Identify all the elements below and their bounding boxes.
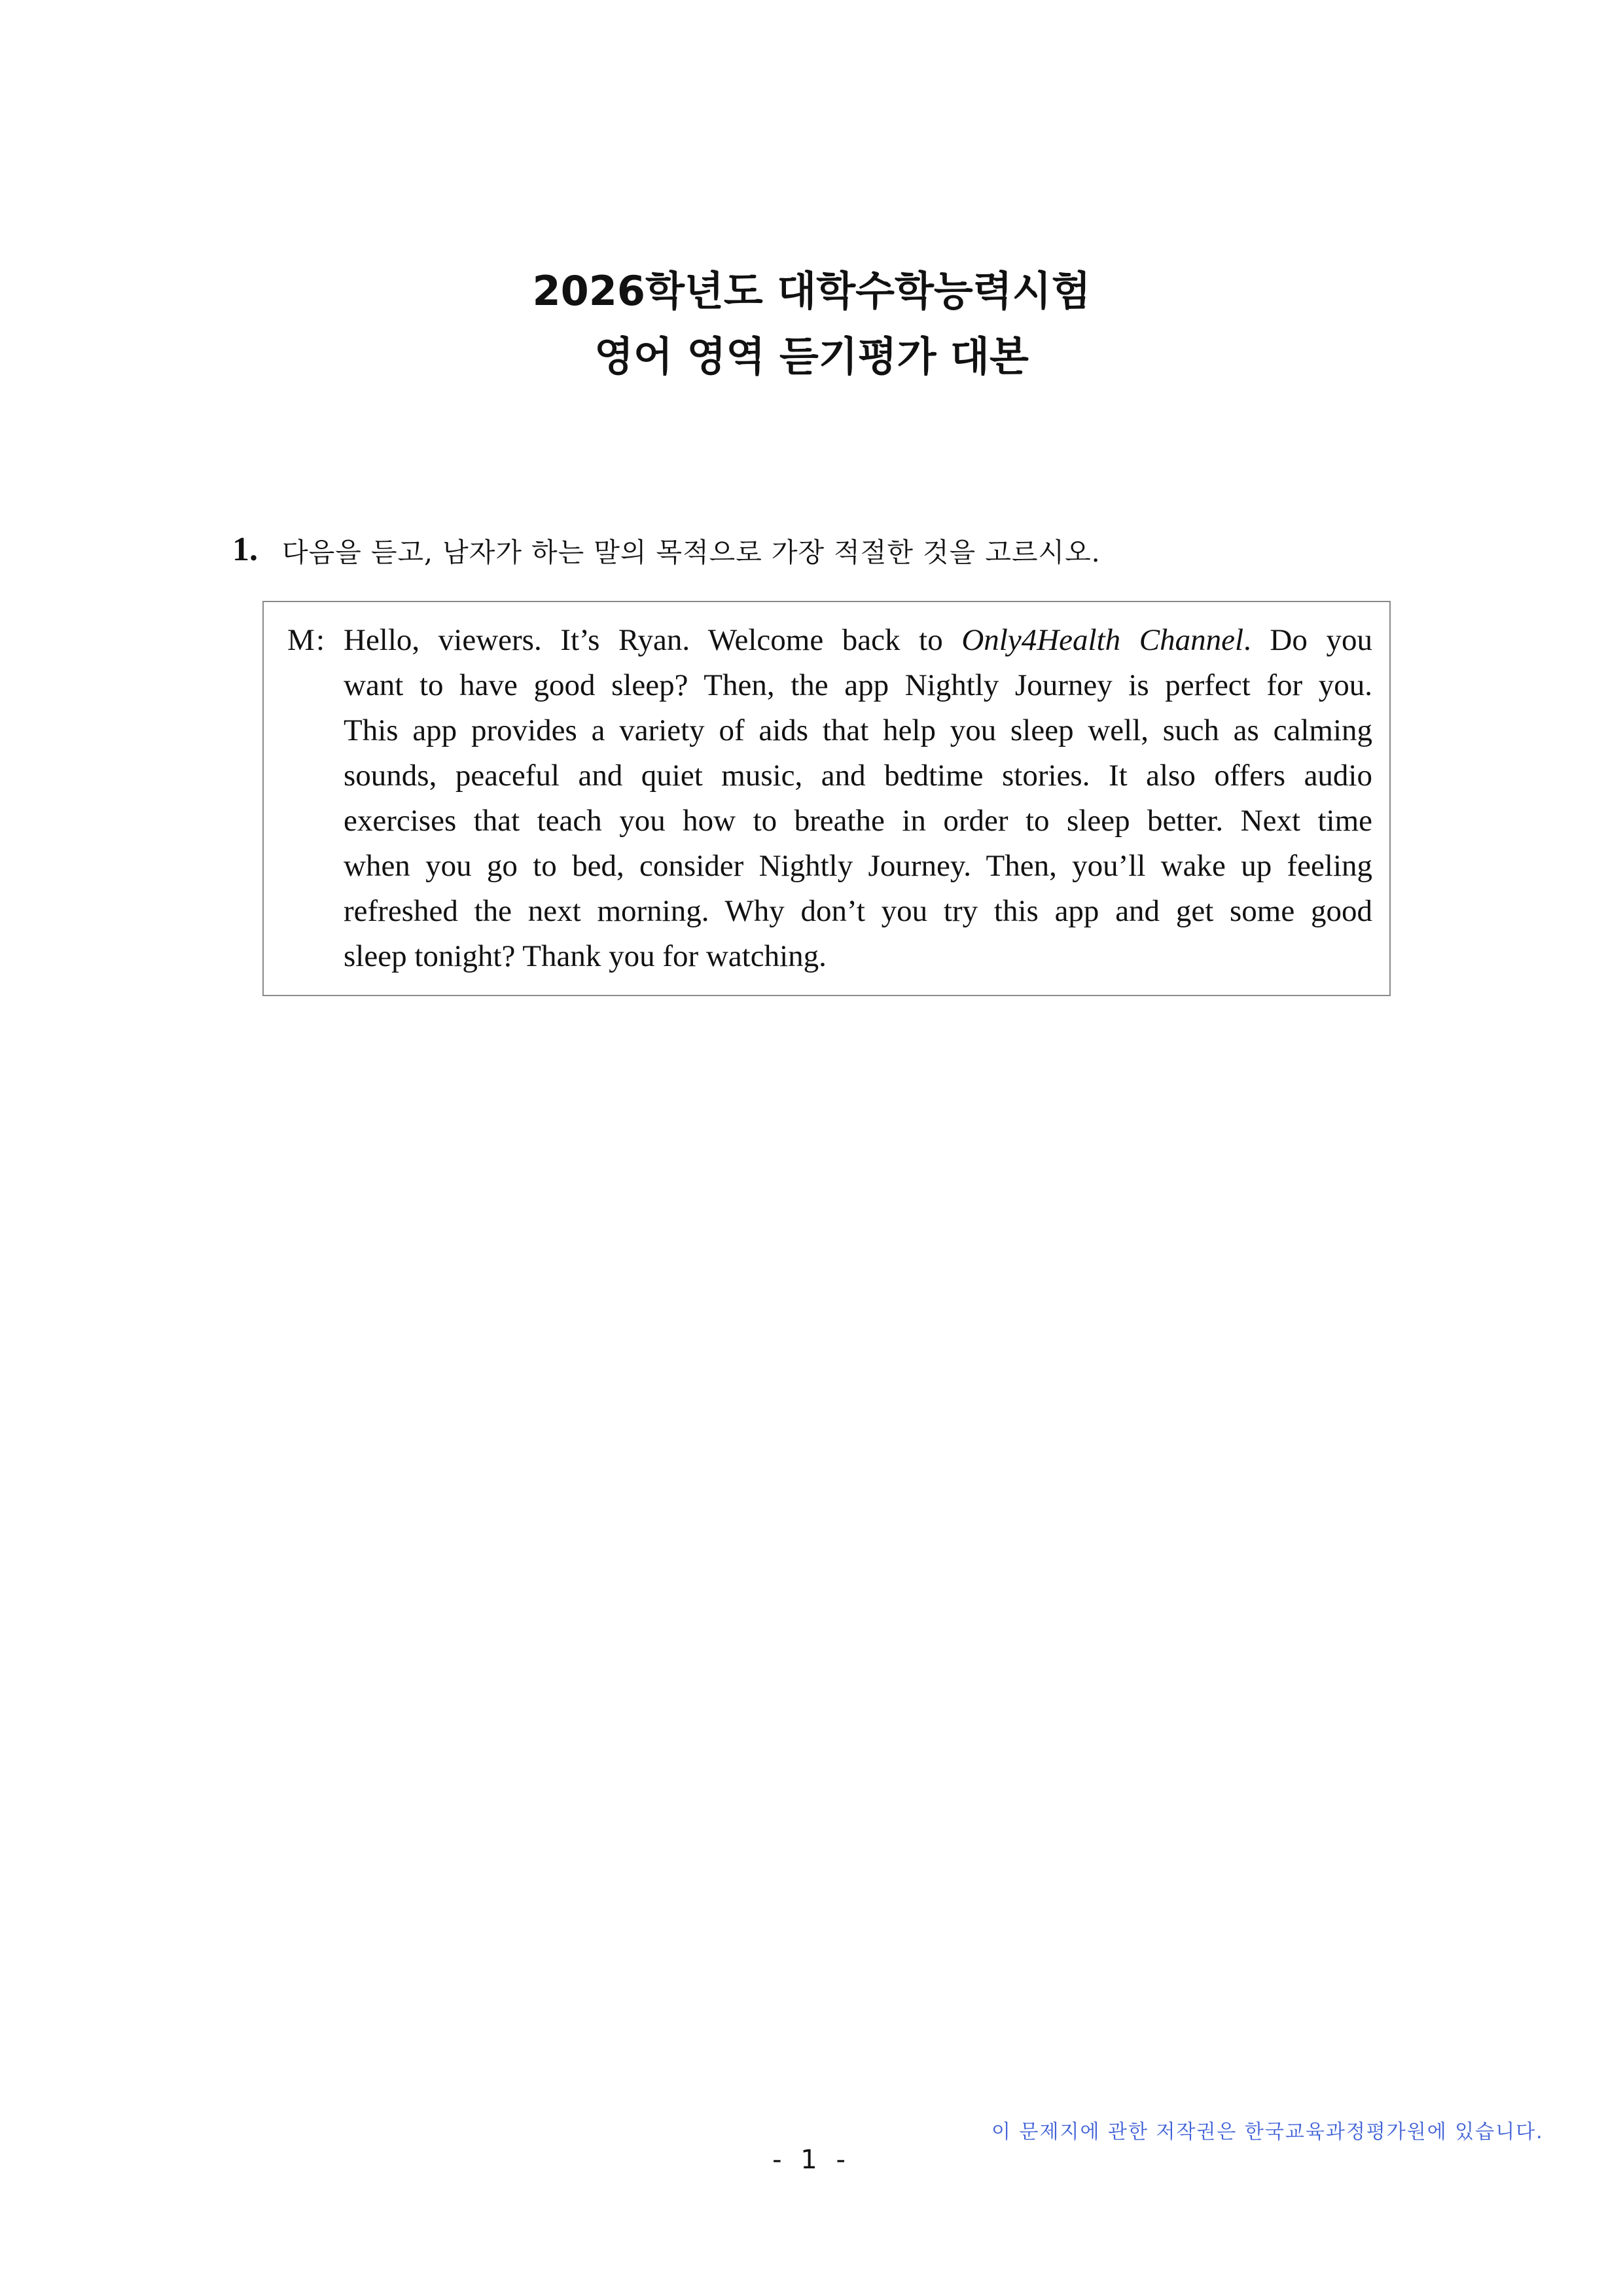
script-line: exercises that teach you how to breathe in order to sleep better. Next time [344,804,1372,838]
listening-script-box [262,601,1391,996]
channel-name: Only4Health Channel [961,623,1244,657]
document-title [0,259,1623,389]
script-line: refreshed the next morning. Why don’t you try this app and get some good [344,894,1372,928]
copyright-notice: 이 문제지에 관한 저작권은 한국교육과정평가원에 있습니다. [991,2121,1544,2144]
script-line: when you go to bed, consider Nightly Journey. Then, you’ll wake up feeling [344,849,1372,883]
script-line [344,618,1372,663]
script-line-segment: Hello, viewers. It’s Ryan. Welcome back to [344,623,962,657]
script-line: sounds, peaceful and quiet music, and bedtime stories. It also offers audio [344,759,1372,793]
title-line-exam: 2026학년도 대학수학능력시험 [532,267,1091,315]
script-line-segment: . Do you [1243,623,1372,657]
question-number: 1. [232,531,258,568]
question-prompt: 다음을 듣고, 남자가 하는 말의 목적으로 가장 적절한 것을 고르시오. [282,537,1101,568]
script-line: sleep tonight? Thank you for watching. [344,939,827,973]
page-number: - 1 - [772,2145,851,2175]
question-1 [232,524,1410,576]
script-line: want to have good sleep? Then, the app Nightly Journey is perfect for you. [344,668,1372,702]
script-line: This app provides a variety of aids that help you sleep well, such as calming [344,713,1372,747]
script-text [344,618,1372,979]
title-line-section: 영어 영역 듣기평가 대본 [594,332,1029,380]
speaker-label: M [287,623,315,657]
speaker-colon: : [316,623,325,657]
